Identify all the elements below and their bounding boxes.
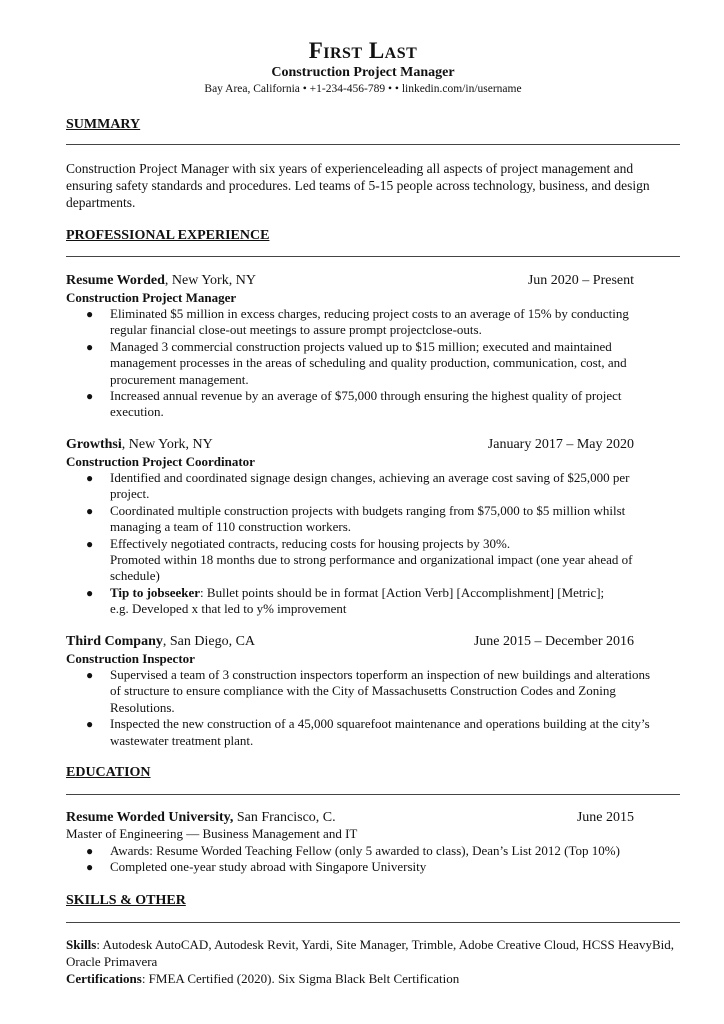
job-dates: Jun 2020 – Present <box>527 273 634 288</box>
experience-heading: PROFESSIONAL EXPERIENCE <box>66 228 270 243</box>
list-item: ● Completed one-year study abroad with Singapore University <box>86 859 427 875</box>
job-role: Construction Project Manager <box>66 290 237 305</box>
bullet-icon: ● <box>86 307 94 321</box>
list-item: ● Effectively negotiated contracts, reducing costs for housing projects by 30%. Promoted within 18 months due to strong performance and organizational impact (one year ahead of schedule) <box>66 536 652 585</box>
skills-text: : Autodesk AutoCAD, Autodesk Revit, Yardi, Site Manager, Trimble, Adobe Creative Cloud, HCSS HeavyBid, Oracle Primavera <box>66 937 674 969</box>
job-bullets <box>66 306 652 421</box>
list-item: ● Awards: Resume Worded Teaching Fellow (only 5 awarded to class), Dean’s List 2012 (Top 10%) <box>86 843 620 858</box>
summary-heading: SUMMARY <box>66 117 141 132</box>
job-bullets <box>66 667 652 749</box>
tip-label: Tip to jobseeker <box>110 584 201 600</box>
job-dates: June 2015 – December 2016 <box>473 634 634 649</box>
skills-heading: SKILLS & OTHER <box>66 893 186 908</box>
education-header <box>66 809 634 826</box>
list-item: ● Increased annual revenue by an average of $75,000 through ensuring the highest quality of project execution. <box>86 388 622 420</box>
list-item: ● Coordinated multiple construction projects with budgets ranging from $75,000 to $5 million whilst managing a team of 110 construction workers. <box>86 502 626 535</box>
promotion-note: Promoted within 18 months due to strong performance and organizational impact (one year ahead of schedule) <box>110 552 633 584</box>
education-bullets <box>66 843 652 876</box>
school-location: San Francisco, C. <box>233 810 336 825</box>
bullet-icon: ● <box>86 339 94 354</box>
summary-text: Construction Project Manager with six years of experienceleading all aspects of project management and ensuring safety standards and procedures. Led teams of 5-15 people across technology, business, and design departments. <box>66 161 650 210</box>
degree: Master of Engineering — Business Management and IT <box>66 826 358 841</box>
list-item <box>66 585 652 618</box>
tip-example: e.g. Developed x that led to y% improvement <box>110 601 347 617</box>
graduation-date: June 2015 <box>576 810 634 825</box>
candidate-title: Construction Project Manager <box>271 65 455 80</box>
company-location: , San Diego, CA <box>162 634 256 649</box>
certifications-line <box>66 970 680 987</box>
list-item: ● Eliminated $5 million in excess charges, reducing project costs to an average of 15% by conducting regular financial close-out meetings to assure prompt projectclose-outs. <box>86 306 629 338</box>
job-role: Construction Project Coordinator <box>66 454 255 469</box>
certifications-text: : FMEA Certified (2020). Six Sigma Black Belt Certification <box>141 971 460 986</box>
company-location: , New York, NY <box>164 273 256 288</box>
section-divider <box>66 794 680 795</box>
section-divider <box>66 922 680 923</box>
bullet-icon: ● <box>86 668 94 682</box>
job-dates: January 2017 – May 2020 <box>487 437 634 452</box>
bullet-icon: ● <box>86 585 94 600</box>
bullet-icon: ● <box>86 503 94 518</box>
section-divider <box>66 144 680 145</box>
list-item: ● Identified and coordinated signage design changes, achieving an average cost saving of $25,000 per project. <box>86 470 630 502</box>
education-heading: EDUCATION <box>66 765 151 780</box>
skills-label: Skills <box>66 937 97 952</box>
company-name: Third Company <box>66 634 163 649</box>
job-header <box>66 633 634 650</box>
bullet-icon: ● <box>86 860 94 875</box>
list-item: ● Supervised a team of 3 construction inspectors toperform an inspection of new buildings and alterations of structure to ensure compliance with the City of Massachusetts Construction Codes and Zoning Resolutions. <box>86 667 651 715</box>
school-name: Resume Worded University, <box>66 810 234 825</box>
job-header <box>66 436 634 453</box>
bullet-icon: ● <box>86 471 94 485</box>
company-name: Resume Worded <box>66 273 165 288</box>
bullet-icon: ● <box>86 844 94 858</box>
bullet-icon: ● <box>86 717 94 732</box>
resume-page <box>66 0 680 1024</box>
company-location: , New York, NY <box>121 437 213 452</box>
job-role: Construction Inspector <box>66 651 195 666</box>
bullet-icon: ● <box>86 389 94 404</box>
bullet-icon: ● <box>86 536 94 551</box>
tip-text: : Bullet points should be in format [Action Verb] [Accomplishment] [Metric]; <box>200 584 605 600</box>
job-bullets <box>66 470 652 618</box>
list-item: ● Inspected the new construction of a 45,000 squarefoot maintenance and operations building at the city’s wastewater treatment plant. <box>86 716 650 748</box>
certifications-label: Certifications <box>66 971 142 986</box>
skills-line <box>66 936 680 970</box>
section-divider <box>66 256 680 257</box>
job-header <box>66 272 634 289</box>
candidate-name: First Last <box>308 38 418 63</box>
company-name: Growthsi <box>66 437 122 452</box>
list-item: ● Managed 3 commercial construction projects valued up to $15 million; executed and maintained management processes in the areas of scheduling and quality production, communication, cost, and procurement management. <box>86 338 627 387</box>
contact-line: Bay Area, California • +1-234-456-789 • • linkedin.com/in/username <box>204 83 522 95</box>
